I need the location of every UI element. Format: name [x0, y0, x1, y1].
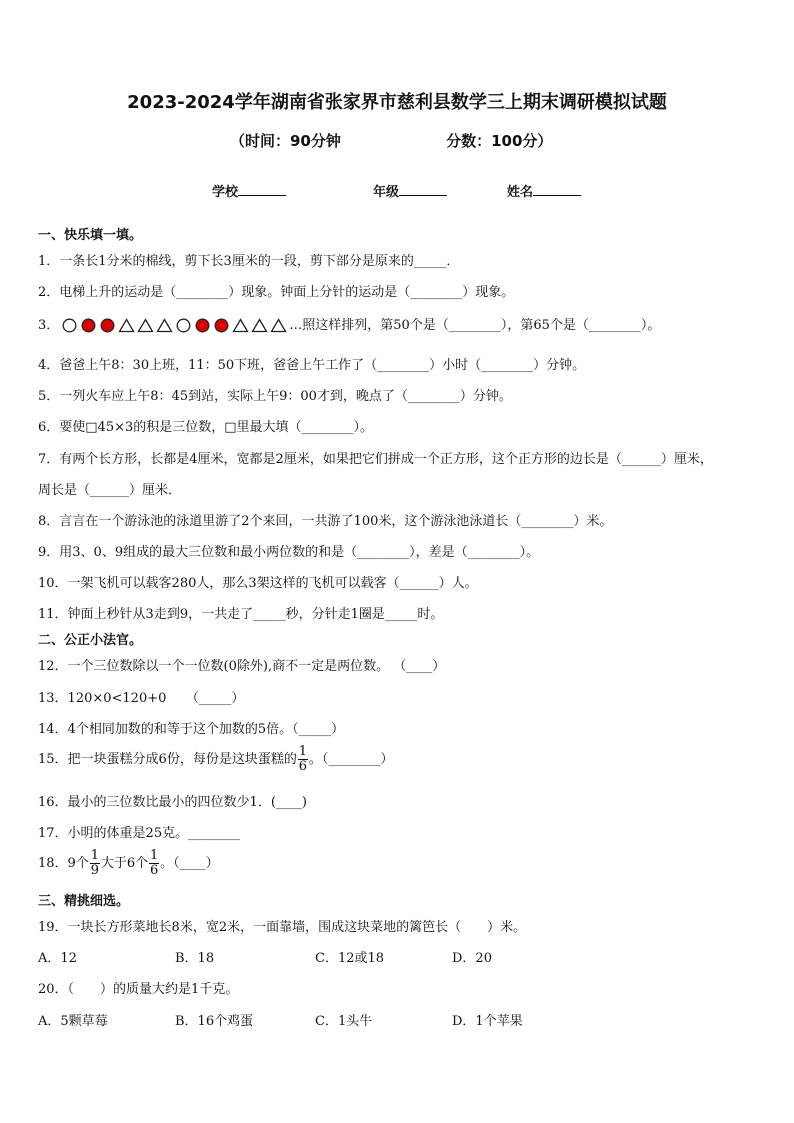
grade-field[interactable] [373, 181, 447, 200]
fraction-numerator: 1 [149, 848, 159, 863]
question-7-line2: 周长是（______）厘米． [38, 483, 182, 498]
red-circle-icon [213, 318, 230, 333]
red-circle-icon [80, 318, 97, 333]
question-16: 16．最小的三位数比最小的四位数少1．(____) [38, 795, 307, 810]
triangle-icon [137, 318, 154, 333]
question-18-text-a: 18．9个 [38, 856, 89, 871]
question-15-text: 15．把一块蛋糕分成6份，每份是这块蛋糕的 [38, 752, 297, 767]
circle-icon [175, 318, 192, 333]
fraction-denominator: 6 [298, 759, 307, 774]
question-4: 4．爸爸上午8：30上班，11：50下班，爸爸上午工作了（________）小时（________）分钟。 [38, 358, 586, 373]
question-7-line1: 7．有两个长方形，长都是4厘米，宽都是2厘米，如果把它们拼成一个正方形，这个正方形的边长是（______）厘米， [38, 452, 713, 467]
question-3-text: …照这样排列，第50个是（________），第65个是（________）。 [289, 318, 661, 333]
question-19: 19．一块长方形菜地长8米，宽2米，一面靠墙，围成这块菜地的篱笆长（ ）米。 [38, 920, 527, 935]
school-field[interactable] [212, 181, 286, 200]
red-circle-icon [194, 318, 211, 333]
question-20-option-b[interactable]: B．16个鸡蛋 [175, 1014, 254, 1029]
fraction-numerator: 1 [90, 848, 99, 863]
question-17: 17．小明的体重是25克。________ [38, 826, 241, 841]
fraction-numerator: 1 [298, 744, 307, 759]
name-field[interactable] [507, 181, 581, 200]
question-18-text-b: 大于6个 [100, 856, 149, 871]
grade-label: 年级 [373, 185, 400, 200]
section-fill-in: 一、快乐填一填。 [38, 228, 143, 243]
triangle-icon [118, 318, 135, 333]
school-label: 学校 [212, 185, 239, 200]
question-12: 12．一个三位数除以一个一位数(0除外),商不一定是两位数。 （____） [38, 659, 446, 674]
question-15 [38, 745, 393, 774]
question-3 [38, 314, 660, 333]
question-10: 10．一架飞机可以载客280人，那么3架这样的飞机可以载客（______）人。 [38, 576, 478, 591]
grade-blank[interactable] [399, 183, 447, 196]
question-20: 20．（ ）的质量大约是1千克。 [38, 982, 239, 997]
question-19-option-c[interactable]: C．12或18 [315, 951, 385, 966]
name-label: 姓名 [507, 185, 534, 200]
question-9: 9．用3、0、9组成的最大三位数和最小两位数的和是（________），差是（________）。 [38, 545, 540, 560]
fraction-one-sixth [298, 745, 308, 774]
fraction-denominator: 9 [90, 863, 99, 878]
triangle-icon [251, 318, 268, 333]
fraction-one-ninth [90, 849, 100, 878]
question-8: 8．言言在一个游泳池的泳道里游了2个来回，一共游了100米，这个游泳池泳道长（________）米。 [38, 514, 613, 529]
question-14: 14．4个相同加数的和等于这个加数的5倍。（_____） [38, 722, 345, 737]
question-5: 5．一列火车应上午8：45到站，实际上午9：00才到，晚点了（________）分钟。 [38, 389, 512, 404]
section-true-false: 二、公正小法官。 [38, 633, 143, 648]
question-2: 2．电梯上升的运动是（________）现象。钟面上分针的运动是（________）现象。 [38, 285, 515, 300]
question-11: 11．钟面上秒针从3走到9，一共走了_____秒，分针走1圈是_____时。 [38, 607, 444, 622]
triangle-icon [156, 318, 173, 333]
shape-sequence [61, 318, 287, 333]
question-13: 13．120×0<120+0 （_____） [38, 691, 245, 706]
question-18-blank: 。（____） [160, 856, 219, 871]
exam-time: （时间：90分钟 [230, 132, 341, 150]
question-18 [38, 849, 219, 878]
section-multiple-choice: 三、精挑细选。 [38, 894, 130, 909]
exam-score: 分数：100分） [446, 132, 553, 150]
fraction-denominator: 6 [149, 863, 159, 878]
question-19-option-b[interactable]: B．18 [175, 951, 215, 966]
fraction-one-sixth [149, 849, 159, 878]
triangle-icon [270, 318, 287, 333]
question-15-blank: 。（________） [308, 752, 394, 767]
page-title: 2023-2024学年湖南省张家界市慈利县数学三上期末调研模拟试题 [127, 92, 667, 113]
question-20-option-d[interactable]: D．1个苹果 [452, 1014, 523, 1029]
question-3-number: 3． [38, 318, 60, 333]
red-circle-icon [99, 318, 116, 333]
question-1: 1．一条长1分米的棉线，剪下长3厘米的一段，剪下部分是原来的_____． [38, 254, 460, 269]
exam-meta [230, 130, 552, 151]
triangle-icon [232, 318, 249, 333]
name-blank[interactable] [533, 183, 581, 196]
question-19-option-a[interactable]: A．12 [38, 951, 77, 966]
question-6: 6．要使□45×3的积是三位数，□里最大填（________）。 [38, 420, 374, 435]
school-blank[interactable] [238, 183, 286, 196]
circle-icon [61, 318, 78, 333]
question-20-option-a[interactable]: A．5颗草莓 [38, 1014, 108, 1029]
question-19-option-d[interactable]: D．20 [452, 951, 492, 966]
question-20-option-c[interactable]: C．1头牛 [315, 1014, 373, 1029]
